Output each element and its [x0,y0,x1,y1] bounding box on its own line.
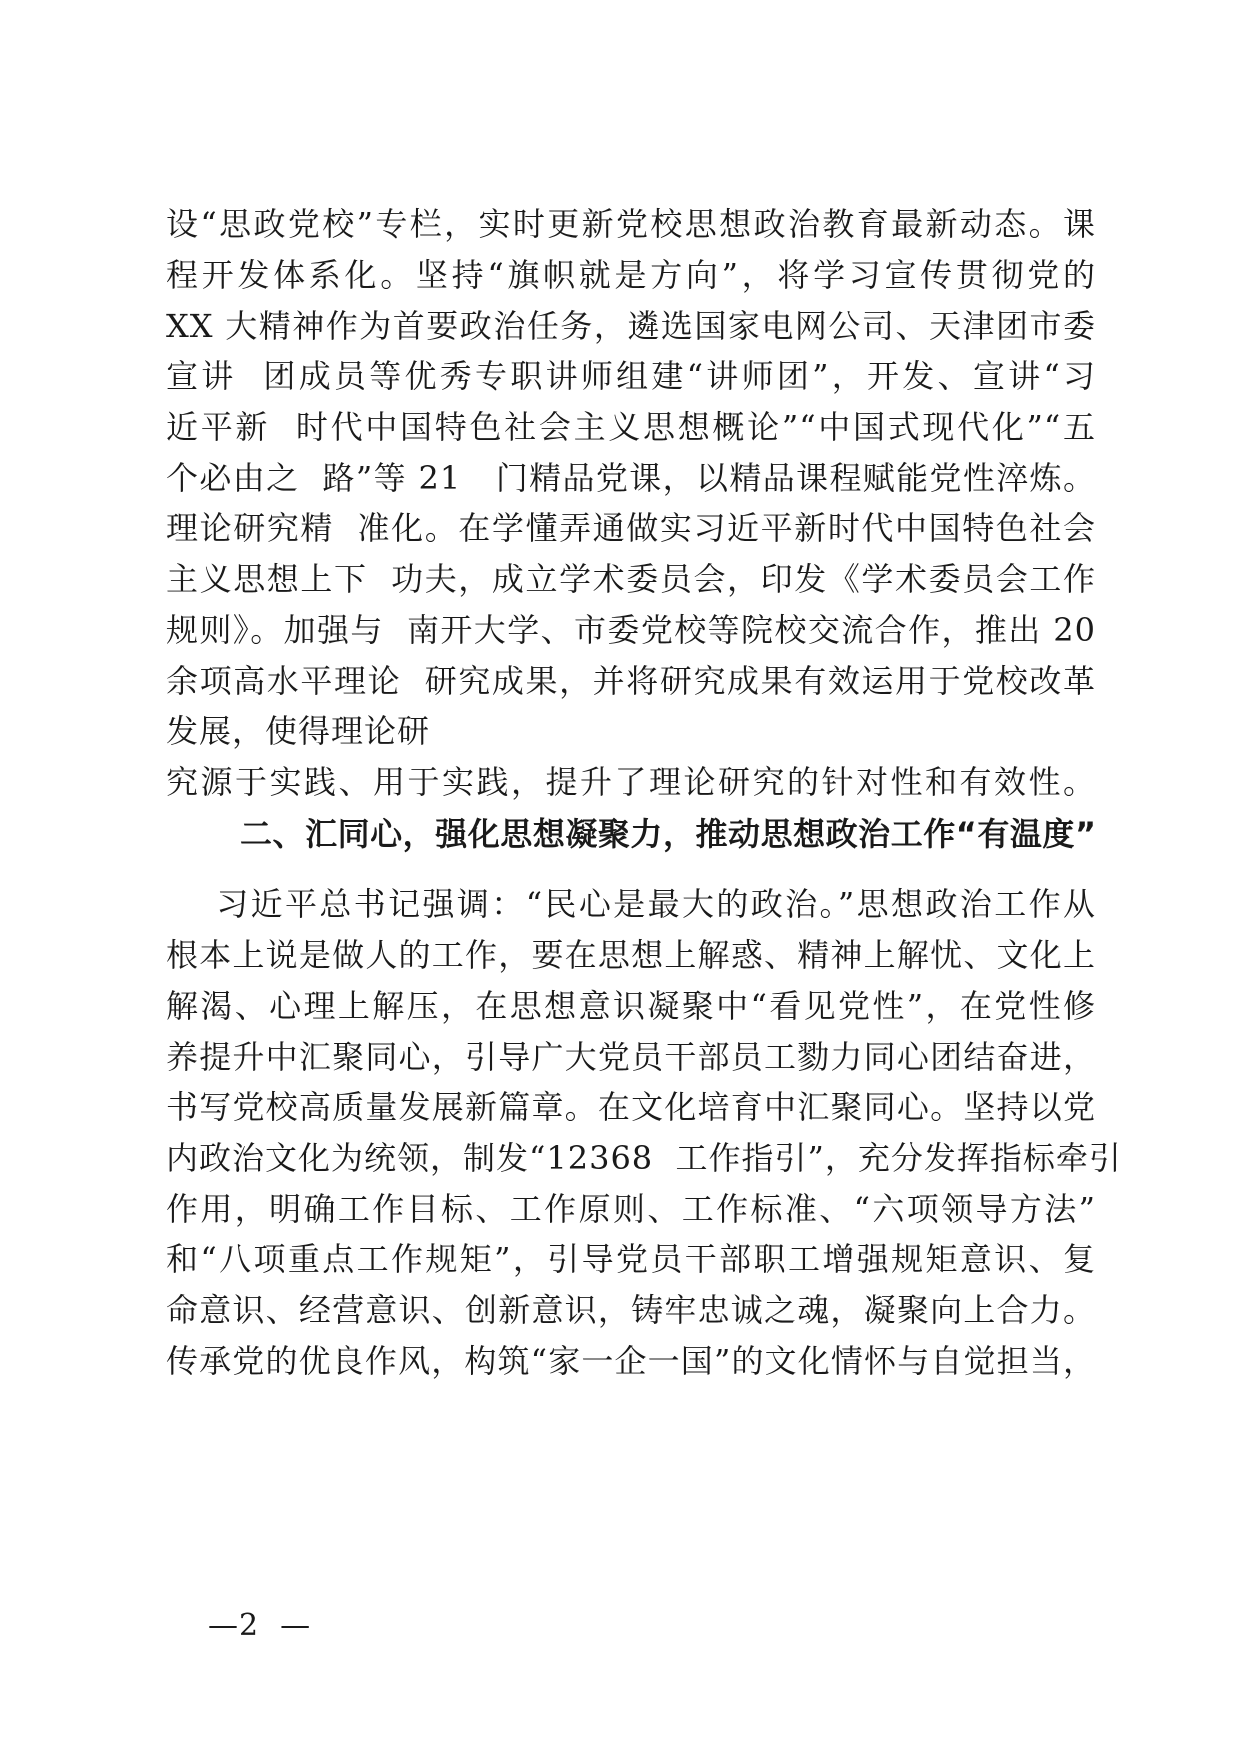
body-text-line: 规则》。加强与 南开大学、市委党校等院校交流合作，推出 20 [166,611,1096,649]
body-text-line: 命意识、经营意识、创新意识，铸牢忠诚之魂，凝聚向上合力。 [166,1291,1096,1329]
section-heading: 二、汇同心，强化思想凝聚力，推动思想政治工作“有温度” [240,815,1096,853]
body-text-line: 设“思政党校”专栏，实时更新党校思想政治教育最新动态。课 [166,205,1096,243]
body-text-line: 和“八项重点工作规矩”，引导党员干部职工增强规矩意识、复 [166,1240,1096,1278]
body-text-line: 根本上说是做人的工作，要在思想上解惑、精神上解忧、文化上 [166,936,1096,974]
body-text-line: 发展，使得理论研 [166,712,431,750]
page-number: —2 — [208,1608,312,1643]
body-text-line: 传承党的优良作风，构筑“家一企一国”的文化情怀与自觉担当， [166,1342,1096,1380]
body-text-line: 近平新 时代中国特色社会主义思想概论”“中国式现代化”“五 [166,408,1096,446]
body-text-line: 内政治文化为统领，制发“12368 工作指引”，充分发挥指标牵引 [166,1139,1122,1177]
body-text-line: 余项高水平理论 研究成果，并将研究成果有效运用于党校改革 [166,662,1096,700]
body-text-line: 养提升中汇聚同心，引导广大党员干部员工勠力同心团结奋进， [166,1038,1096,1076]
body-text-line: 书写党校高质量发展新篇章。在文化培育中汇聚同心。坚持以党 [166,1088,1096,1126]
body-text-line: 理论研究精 准化。在学懂弄通做实习近平新时代中国特色社会 [166,509,1096,547]
body-text-line: XX 大精神作为首要政治任务，遴选国家电网公司、天津团市委 [166,307,1096,345]
body-text-line: 解渴、心理上解压，在思想意识凝聚中“看见党性”，在党性修 [166,987,1096,1025]
body-text-line: 究源于实践、用于实践，提升了理论研究的针对性和有效性。 [166,763,1096,801]
body-text-line: 习近平总书记强调：“民心是最大的政治。”思想政治工作从 [166,885,1096,923]
body-text-line: 程开发体系化。坚持“旗帜就是方向”，将学习宣传贯彻党的 [166,256,1096,294]
body-text-line: 主义思想上下 功夫，成立学术委员会，印发《学术委员会工作 [166,560,1096,598]
body-text-line: 作用，明确工作目标、工作原则、工作标准、“六项领导方法” [166,1190,1096,1228]
body-text-line: 宣讲 团成员等优秀专职讲师组建“讲师团”，开发、宣讲“习 [166,357,1096,395]
body-text-line: 个必由之 路”等 21 门精品党课，以精品课程赋能党性淬炼。 [166,459,1096,497]
